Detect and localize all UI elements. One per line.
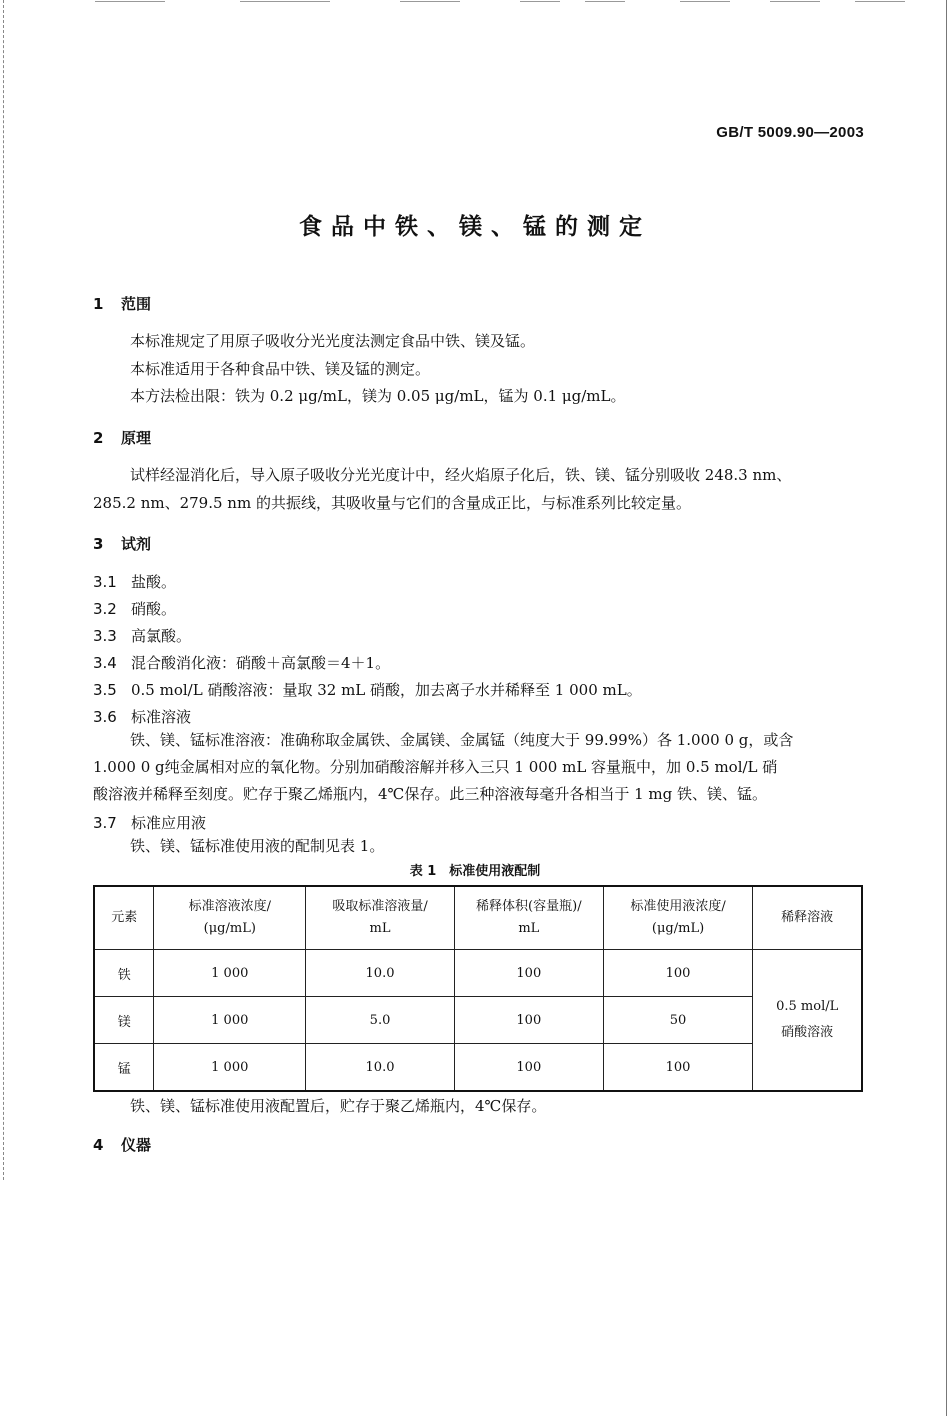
section-title: 试剂 [121,535,152,553]
reagent-item [93,679,642,700]
reagent-item [93,625,191,646]
cell-concentration: 1 000 [154,950,306,997]
item-text: 盐酸。 [131,573,177,591]
item-number: 3.4 [93,654,117,672]
section-number: 1 [93,295,104,313]
table-caption: 表 1 标准使用液配制 [409,864,541,879]
item-text: 标准应用液 [131,814,207,832]
item-text: 0.5 mol/L 硝酸溶液：量取 32 mL 硝酸，加去离子水并稀释至 1 000 mL。 [131,681,642,699]
header-use-concentration: 标准使用液浓度/ (μg/mL) [603,886,753,950]
cell-volume: 5.0 [306,997,455,1044]
cell-use-concentration: 50 [603,997,753,1044]
cell-dilution: 100 [454,1044,603,1092]
document-title: 食品中铁、镁、锰的测定 [299,214,651,240]
paragraph: 本方法检出限：铁为 0.2 μg/mL，镁为 0.05 μg/mL，锰为 0.1 μg/mL。 [130,387,626,405]
item-number: 3.1 [93,573,117,591]
cell-element: 镁 [94,997,154,1044]
section-number: 2 [93,429,104,447]
item-text: 混合酸消化液：硝酸＋高氯酸＝4＋1。 [131,654,391,672]
reagent-item [93,706,191,727]
header-dilution-volume: 稀释体积(容量瓶)/ mL [454,886,603,950]
section-number: 4 [93,1136,104,1154]
item-number: 3.5 [93,681,117,699]
item-number: 3.7 [93,814,117,832]
standard-solution-table [93,885,863,1092]
table-row [94,997,862,1044]
item-text: 硝酸。 [131,600,177,618]
paragraph-line: 试样经湿消化后，导入原子吸收分光光度计中，经火焰原子化后，铁、镁、锰分别吸收 248.3 nm、 [130,466,792,484]
section-heading-reagents [93,533,151,554]
paragraph-line: 酸溶液并稀释至刻度。贮存于聚乙烯瓶内，4℃保存。此三种溶液每毫升各相当于 1 mg 铁、镁、锰。 [93,785,768,803]
cell-dilution: 100 [454,950,603,997]
cell-volume: 10.0 [306,1044,455,1092]
paragraph-line: 285.2 nm、279.5 nm 的共振线，其吸收量与它们的含量成正比，与标准系列比较定量。 [93,494,691,512]
scan-top-marks [0,0,950,4]
cell-element: 锰 [94,1044,154,1092]
cell-concentration: 1 000 [154,997,306,1044]
item-number: 3.2 [93,600,117,618]
section-heading-scope [93,293,151,314]
paragraph: 本标准适用于各种食品中铁、镁及锰的测定。 [130,360,431,378]
paragraph-line: 铁、镁、锰标准溶液：准确称取金属铁、金属镁、金属锰（纯度大于 99.99%）各 1.000 0 g，或含 [130,731,794,749]
table-row [94,1044,862,1092]
section-title: 仪器 [121,1136,152,1154]
section-title: 原理 [121,429,152,447]
cell-diluent: 0.5 mol/L 硝酸溶液 [753,950,862,1092]
section-title: 范围 [121,295,152,313]
cell-use-concentration: 100 [603,1044,753,1092]
header-pipette-volume: 吸取标准溶液量/ mL [306,886,455,950]
section-number: 3 [93,535,104,553]
cell-volume: 10.0 [306,950,455,997]
header-element: 元素 [94,886,154,950]
reagent-item [93,571,176,592]
table-row [94,950,862,997]
reagent-item [93,652,390,673]
cell-element: 铁 [94,950,154,997]
standard-code: GB/T 5009.90—2003 [716,124,864,141]
scan-edge-left [3,0,4,1180]
cell-use-concentration: 100 [603,950,753,997]
section-heading-instruments [93,1134,151,1155]
item-number: 3.6 [93,708,117,726]
item-text: 标准溶液 [131,708,192,726]
paragraph-line: 1.000 0 g纯金属相对应的氧化物。分别加硝酸溶解并移入三只 1 000 mL 容量瓶中，加 0.5 mol/L 硝 [93,758,778,776]
paragraph: 本标准规定了用原子吸收分光光度法测定食品中铁、镁及锰。 [130,332,536,350]
header-diluent: 稀释溶液 [753,886,862,950]
table-header-row [94,886,862,950]
section-heading-principle [93,427,151,448]
reagent-item [93,598,176,619]
item-number: 3.3 [93,627,117,645]
paragraph: 铁、镁、锰标准使用液配置后，贮存于聚乙烯瓶内，4℃保存。 [130,1097,547,1115]
item-text: 高氯酸。 [131,627,192,645]
cell-dilution: 100 [454,997,603,1044]
cell-concentration: 1 000 [154,1044,306,1092]
header-std-concentration: 标准溶液浓度/ (μg/mL) [154,886,306,950]
paragraph: 铁、镁、锰标准使用液的配制见表 1。 [130,837,385,855]
reagent-item [93,812,206,833]
